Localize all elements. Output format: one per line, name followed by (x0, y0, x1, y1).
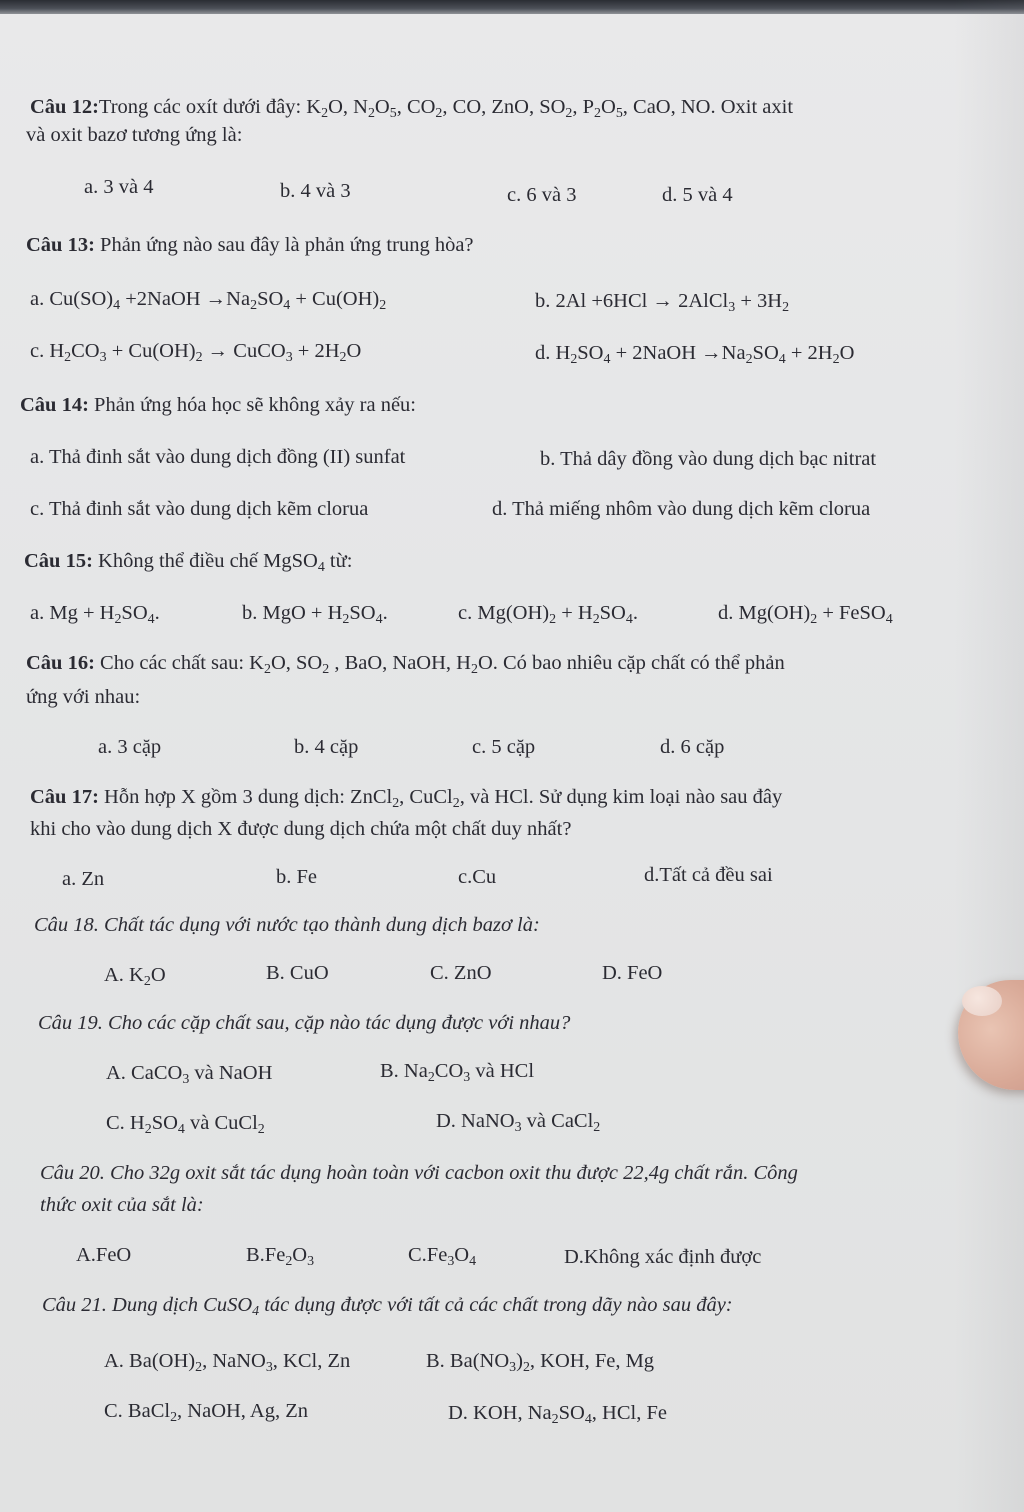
q14-option-b: b. Thả dây đồng vào dung dịch bạc nitrat (540, 448, 877, 470)
q15-option-d: d. $Mg(OH)_2$ + FeSO$_4$ (718, 602, 893, 627)
q14-option-c: c. Thả đinh sắt vào dung dịch kẽm clorua (30, 498, 369, 520)
q16-option-d: d. 6 cặp (660, 736, 725, 758)
q21-option-b: B. $Ba(NO_3)_2$, KOH, Fe, Mg (426, 1350, 655, 1375)
q12-stem1: Trong các oxít dưới đây: $K_2O$, $N_2O_5$, $CO_2$, CO, ZnO, $SO_2$, $P_2O_5$, CaO, NO. Oxit axit (98, 96, 794, 121)
q17-stem-line1 (30, 786, 782, 810)
q15-option-b: b. MgO + $H_2SO_4$. (242, 602, 388, 627)
q21-stem: Câu 21. Dung dịch CuSO$_4$ tác dụng được với tất cả các chất trong dãy nào sau đây: (42, 1294, 733, 1319)
q15-option-c: c. $Mg(OH)_2 + H_2SO_4$. (458, 602, 638, 627)
q13-option-b: b. 2Al +6HCl → 2AlCl$_3$ + $3H_2$ (535, 290, 790, 315)
q18-option-a: A. $K_2O$ (104, 964, 166, 989)
q14-label: Câu 14: (20, 394, 89, 416)
q16-option-c: c. 5 cặp (472, 736, 536, 758)
q19-option-b: B. $Na_2CO_3$ và HCl (380, 1060, 535, 1085)
q15-option-a: a. $Mg + H_2SO_4$. (30, 602, 160, 627)
q14-stem-line (20, 394, 416, 418)
q13-stem-line (26, 234, 474, 258)
q12-stem2: và oxit bazơ tương ứng là: (26, 124, 243, 146)
q13-stem: Phản ứng nào sau đây là phản ứng trung hòa? (94, 234, 474, 256)
q17-option-a: a. Zn (62, 868, 105, 890)
q17-stem2: khi cho vào dung dịch X được dung dịch chứa một chất duy nhất? (30, 818, 572, 840)
top-edge-shadow (0, 0, 1024, 14)
q13-option-a: a. $Cu(SO)_4$ +2NaOH $\to Na_2SO_4 + Cu(OH)_2$ (30, 288, 387, 313)
q16-label: Câu 16: (26, 652, 95, 674)
q19-option-a: A. CaCO$_3$ và NaOH (106, 1062, 273, 1087)
q16-stem2: ứng với nhau: (26, 686, 141, 708)
q20-stem2: thức oxit của sắt là: (40, 1194, 204, 1216)
q20-option-b: $B.Fe_2O_3$ (246, 1244, 315, 1269)
q20-option-a: A.FeO (76, 1244, 132, 1266)
q12-stem-line1 (30, 96, 793, 120)
q14-option-a: a. Thả đinh sắt vào dung dịch đồng (II) sunfat (30, 446, 406, 468)
fingernail-photo-artifact (962, 986, 1002, 1016)
page-shading (954, 0, 1024, 1512)
q21-option-d: D. KOH, $Na_2SO_4$, HCl, Fe (448, 1402, 667, 1427)
q14-stem: Phản ứng hóa học sẽ không xảy ra nếu: (88, 394, 417, 416)
q14-option-d: d. Thả miếng nhôm vào dung dịch kẽm clorua (492, 498, 871, 520)
q18-stem: Câu 18. Chất tác dụng với nước tạo thành dung dịch bazơ là: (34, 914, 540, 936)
q12-option-b: b. 4 và 3 (280, 180, 351, 202)
q20-option-d: D.Không xác định được (564, 1246, 762, 1268)
q13-label: Câu 13: (26, 234, 95, 256)
q12-option-c: c. 6 và 3 (507, 184, 577, 206)
q20-option-c: $C.Fe_3O_4$ (408, 1244, 477, 1269)
q12-label: Câu 12: (30, 96, 99, 118)
q16-stem1: Cho các chất sau: $K_2O$, $SO_2$ , BaO, NaOH, $H_2O$. Có bao nhiêu cặp chất có thể phản (94, 652, 785, 677)
q17-option-c: c.Cu (458, 866, 497, 888)
q17-stem1: Hỗn hợp X gồm 3 dung dịch: ZnCl$_2$, CuCl$_2$, và HCl. Sử dụng kim loại nào sau đây (98, 786, 783, 811)
q12-option-a: a. 3 và 4 (84, 176, 154, 198)
q15-stem-line (24, 550, 352, 574)
q21-option-c: C. BaCl$_2$, NaOH, Ag, Zn (104, 1400, 309, 1425)
q15-stem: Không thể điều chế MgSO$_4$ từ: (92, 550, 353, 575)
q16-option-a: a. 3 cặp (98, 736, 162, 758)
q19-option-c: C. $H_2SO_4$ và CuCl$_2$ (106, 1112, 265, 1137)
q16-stem-line1 (26, 652, 785, 676)
q17-option-b: b. Fe (276, 866, 317, 888)
q21-option-a: A. $Ba(OH)_2$, NaNO$_3$, KCl, Zn (104, 1350, 351, 1375)
q17-label: Câu 17: (30, 786, 99, 808)
q16-option-b: b. 4 cặp (294, 736, 359, 758)
q12-option-d: d. 5 và 4 (662, 184, 733, 206)
q18-option-b: B. CuO (266, 962, 329, 984)
q17-option-d: d.Tất cả đều sai (644, 864, 773, 886)
q18-option-d: D. FeO (602, 962, 663, 984)
q18-option-c: C. ZnO (430, 962, 492, 984)
q13-option-d: d. $H_2SO_4$ + 2NaOH $\to Na_2SO_4 + 2H_2O$ (535, 342, 855, 367)
q19-option-d: D. NaNO$_3$ và CaCl$_2$ (436, 1110, 601, 1135)
q15-label: Câu 15: (24, 550, 93, 572)
q19-stem: Câu 19. Cho các cặp chất sau, cặp nào tác dụng được với nhau? (38, 1012, 571, 1034)
q20-stem-line1: Câu 20. Cho 32g oxit sắt tác dụng hoàn toàn với cacbon oxit thu được 22,4g chất rắn. Công (40, 1162, 798, 1184)
q13-option-c: c. $H_2CO_3 + Cu(OH)_2$ → CuCO$_3$ + $2H_2O$ (30, 340, 362, 365)
